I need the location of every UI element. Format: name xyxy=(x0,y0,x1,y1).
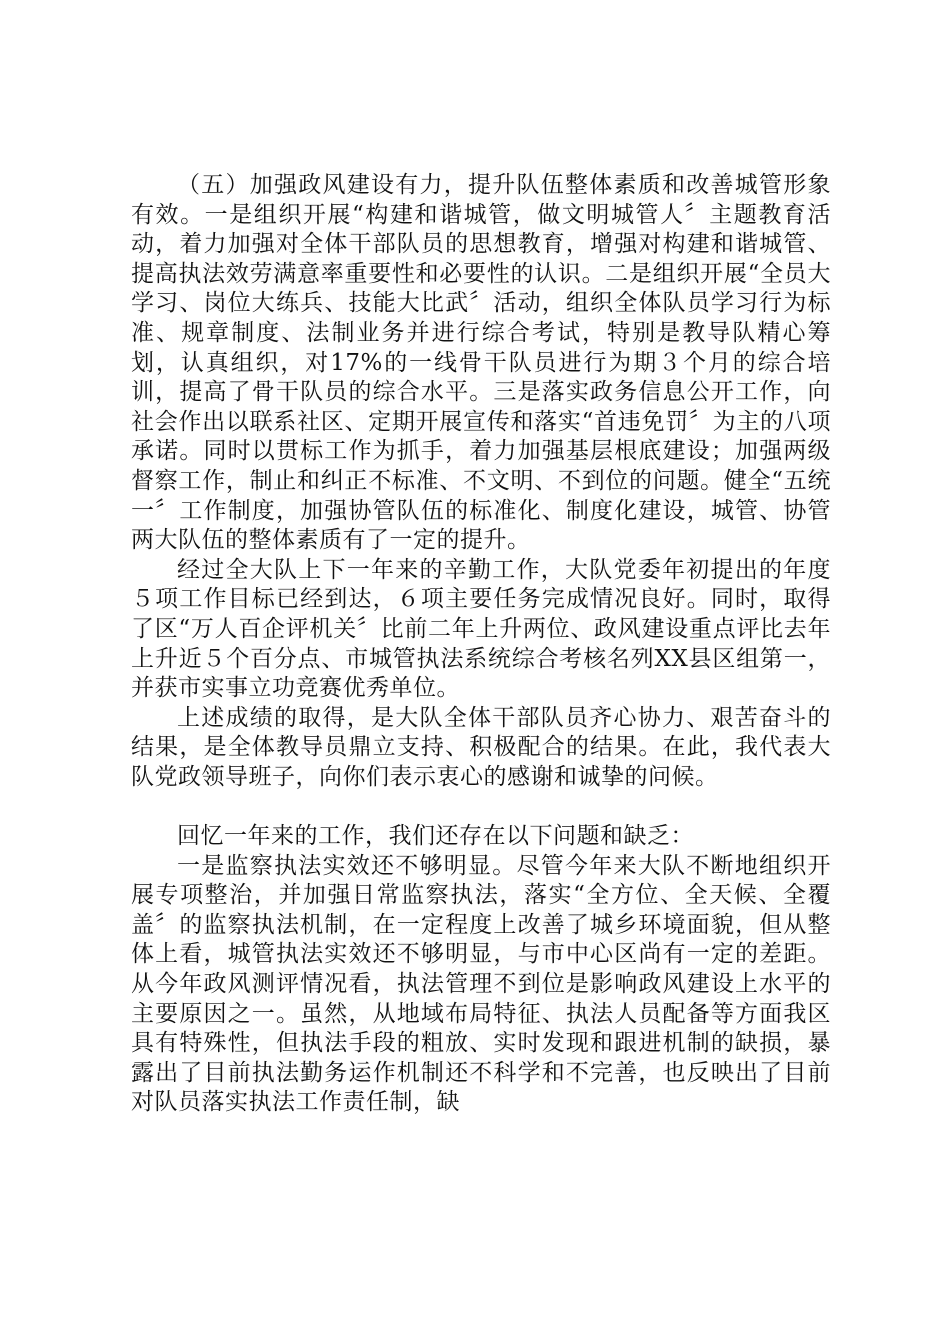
paragraph-annual-results: 经过全大队上下一年来的辛勤工作，大队党委年初提出的年度５项工作目标已经到达，６项主要任务完成情况良好。同时，取得了区“万人百企评机关〞比前二年上升两位、政风建设重点评比去年上升近５个百分点、市城管执法系统综合考核名列XX县区组第一，并获市实事立功竞赛优秀单位。 xyxy=(131,556,831,702)
paragraph-political-style: （五）加强政风建设有力，提升队伍整体素质和改善城管形象有效。一是组织开展“构建和谐城管，做文明城管人〞主题教育活动，着力加强对全体干部队员的思想教育，增强对构建和谐城管、提高执法效劳满意率重要性和必要性的认识。二是组织开展“全员大学习、岗位大练兵、技能大比武〞活动，组织全体队员学习行为标准、规章制度、法制业务并进行综合考试，特别是教导队精心筹划，认真组织，对17%的一线骨干队员进行为期３个月的综合培训，提高了骨干队员的综合水平。三是落实政务信息公开工作，向社会作出以联系社区、定期开展宣传和落实“首违免罚〞为主的八项承诺。同时以贯标工作为抓手，着力加强基层根底建设；加强两级督察工作，制止和纠正不标准、不文明、不到位的问题。健全“五统一〞工作制度，加强协管队伍的标准化、制度化建设，城管、协管两大队伍的整体素质有了一定的提升。 xyxy=(131,172,831,554)
paragraph-acknowledgement: 上述成绩的取得，是大队全体干部队员齐心协力、艰苦奋斗的结果，是全体教导员鼎立支持、积极配合的结果。在此，我代表大队党政领导班子，向你们表示衷心的感谢和诚挚的问候。 xyxy=(131,704,831,790)
paragraph-problems-intro: 回忆一年来的工作，我们还存在以下问题和缺乏： xyxy=(177,823,694,850)
document-body xyxy=(131,171,831,1118)
paragraph-problem-one: 一是监察执法实效还不够明显。尽管今年来大队不断地组织开展专项整治，并加强日常监察执法，落实“全方位、全天候、全覆盖〞的监察执法机制，在一定程度上改善了城乡环境面貌，但从整体上看，城管执法实效还不够明显，与市中心区尚有一定的差距。从今年政风测评情况看，执法管理不到位是影响政风建设上水平的主要原因之一。虽然，从地域布局特征、执法人员配备等方面我区具有特殊性，但执法手段的粗放、实时发现和跟进机制的缺损，暴露出了目前执法勤务运作机制还不科学和不完善，也反映出了目前对队员落实执法工作责任制，缺 xyxy=(131,852,831,1116)
blank-line xyxy=(131,792,831,822)
